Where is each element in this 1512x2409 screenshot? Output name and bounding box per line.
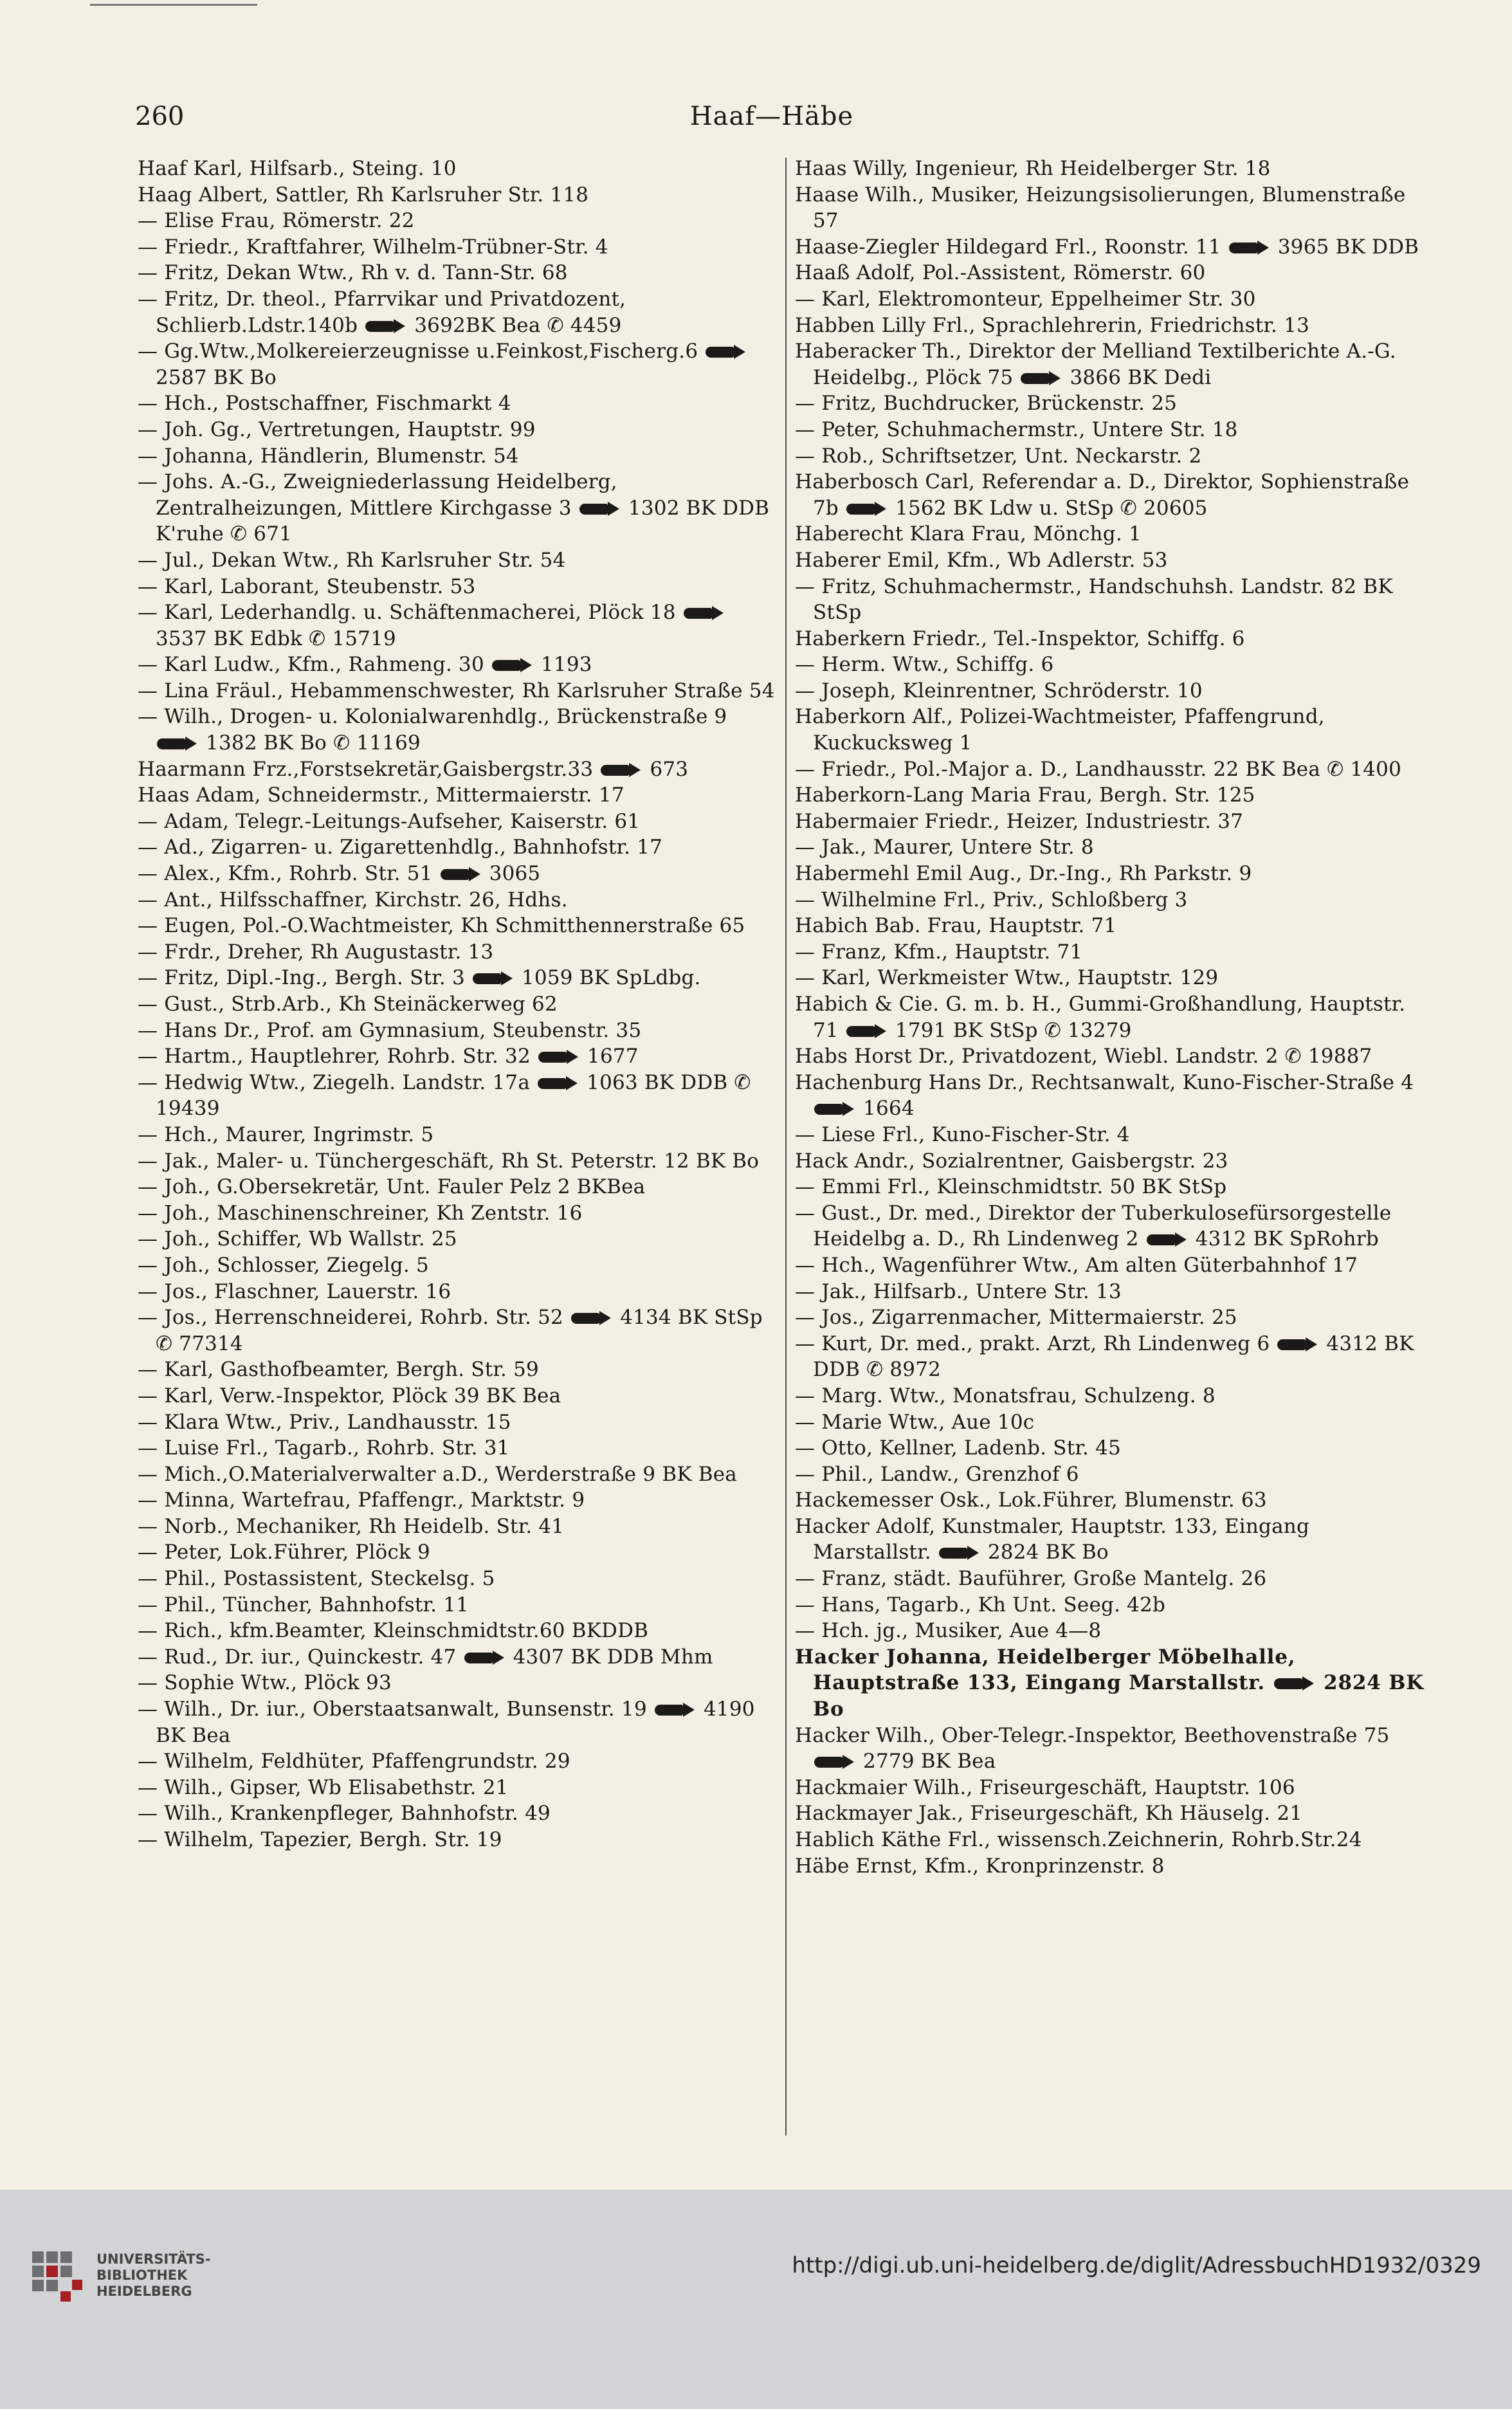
telephone-icon [1274, 1676, 1314, 1690]
directory-entry: Haag Albert, Sattler, Rh Karlsruher Str. 118 [138, 183, 589, 206]
directory-entry: — Gust., Dr. med., Direktor der Tuberkulosefürsorgestelle Heidelbg a. D., Rh Lindenweg 2 4312 BK SpRohrb [795, 1201, 1392, 1251]
directory-entry: Haas Adam, Schneidermstr., Mittermaierstr. 17 [138, 783, 624, 807]
page-header [135, 102, 1408, 143]
directory-entry: Hacker Johanna, Heidelberger Möbelhalle, Hauptstraße 133, Eingang Marstallstr. 2824 BK Bo [795, 1645, 1424, 1721]
telephone-icon [441, 867, 480, 881]
directory-entry: Habermehl Emil Aug., Dr.-Ing., Rh Parkstr. 9 [795, 862, 1252, 886]
directory-entry: — Rich., kfm.Beamter, Kleinschmidtstr.60 BKDDB [138, 1619, 649, 1643]
directory-entry: — Johs. A.-G., Zweigniederlassung Heidelberg, Zentralheizungen, Mittlere Kirchgasse 3 1302 BK DDB K'ruhe ✆ 671 [138, 470, 770, 546]
directory-entry: Haberbosch Carl, Referendar a. D., Direktor, Sophienstraße 7b 1562 BK Ldw u. StSp ✆ 20605 [795, 470, 1410, 520]
directory-entry: — Kurt, Dr. med., prakt. Arzt, Rh Lindenweg 6 4312 BK DDB ✆ 8972 [795, 1332, 1414, 1382]
telephone-icon [538, 1050, 578, 1064]
library-logo-icon [30, 2249, 85, 2304]
directory-entry: — Ant., Hilfsschaffner, Kirchstr. 26, Hdhs. [138, 888, 568, 911]
directory-entry: — Hans, Tagarb., Kh Unt. Seeg. 42b [795, 1593, 1166, 1617]
directory-entry: — Otto, Kellner, Ladenb. Str. 45 [795, 1436, 1121, 1460]
directory-entry: — Karl Ludw., Kfm., Rahmeng. 30 1193 [138, 653, 592, 677]
directory-entry: — Wilhelmine Frl., Priv., Schloßberg 3 [795, 888, 1188, 911]
directory-entry: — Peter, Schuhmachermstr., Untere Str. 18 [795, 417, 1238, 441]
directory-entry: Haberecht Klara Frau, Mönchg. 1 [795, 522, 1142, 546]
directory-entry: Habs Horst Dr., Privatdozent, Wiebl. Landstr. 2 ✆ 19887 [795, 1045, 1372, 1068]
directory-entry: — Karl, Laborant, Steubenstr. 53 [138, 574, 476, 598]
directory-entry: — Hedwig Wtw., Ziegelh. Landstr. 17a 1063 BK DDB ✆ 19439 [138, 1070, 751, 1121]
directory-entry: — Jos., Zigarrenmacher, Mittermaierstr. 25 [795, 1306, 1237, 1330]
column-divider [785, 158, 787, 2136]
directory-entry: — Hch., Postschaffner, Fischmarkt 4 [138, 392, 511, 416]
directory-entry: — Phil., Tüncher, Bahnhofstr. 11 [138, 1593, 469, 1617]
directory-entry: — Phil., Landw., Grenzhof 6 [795, 1462, 1079, 1486]
telephone-icon [473, 971, 513, 985]
directory-entry: Haberer Emil, Kfm., Wb Adlerstr. 53 [795, 548, 1168, 572]
directory-entry: Haarmann Frz.,Forstsekretär,Gaisbergstr.33 673 [138, 757, 689, 781]
directory-entry: — Hartm., Hauptlehrer, Rohrb. Str. 32 1677 [138, 1045, 639, 1068]
directory-entry: Haberkern Friedr., Tel.-Inspektor, Schiffg. 6 [795, 627, 1245, 650]
directory-entry: — Peter, Lok.Führer, Plöck 9 [138, 1541, 430, 1564]
directory-entry: Habben Lilly Frl., Sprachlehrerin, Friedrichstr. 13 [795, 313, 1310, 337]
directory-entry: — Rud., Dr. iur., Quinckestr. 47 4307 BK DDB Mhm [138, 1645, 713, 1669]
telephone-icon [846, 1024, 886, 1038]
directory-entry: — Adam, Telegr.-Leitungs-Aufseher, Kaiserstr. 61 [138, 809, 641, 833]
running-head: Haaf—Häbe [689, 102, 854, 131]
directory-entry: — Wilh., Krankenpfleger, Bahnhofstr. 49 [138, 1802, 551, 1826]
directory-entry: — Wilh., Gipser, Wb Elisabethstr. 21 [138, 1775, 509, 1799]
directory-entry: Hackmayer Jak., Friseurgeschäft, Kh Häuselg. 21 [795, 1802, 1303, 1826]
directory-entry: — Rob., Schriftsetzer, Unt. Neckarstr. 2 [795, 444, 1202, 468]
telephone-icon [579, 502, 619, 516]
directory-entry: Haberacker Th., Direktor der Melliand Textilberichte A.-G. Heidelbg., Plöck 75 3866 BK Dedi [795, 340, 1396, 389]
right-column [795, 156, 1432, 2143]
directory-entry: — Hans Dr., Prof. am Gymnasium, Steubenstr. 35 [138, 1018, 642, 1042]
telephone-icon [571, 1311, 611, 1325]
directory-entry: Hacker Adolf, Kunstmaler, Hauptstr. 133, Eingang Marstallstr. 2824 BK Bo [795, 1514, 1309, 1564]
directory-entry: Hack Andr., Sozialrentner, Gaisbergstr. 23 [795, 1149, 1228, 1173]
directory-entry: — Fritz, Dekan Wtw., Rh v. d. Tann-Str. 68 [138, 261, 568, 285]
directory-entry: — Phil., Postassistent, Steckelsg. 5 [138, 1567, 495, 1591]
telephone-icon [846, 502, 886, 516]
directory-entry: Haberkorn-Lang Maria Frau, Bergh. Str. 125 [795, 783, 1255, 807]
telephone-icon [464, 1651, 504, 1665]
telephone-icon [492, 658, 532, 672]
directory-entry: — Franz, städt. Bauführer, Große Mantelg. 26 [795, 1567, 1267, 1591]
institution-name: UNIVERSITÄTS- BIBLIOTHEK HEIDELBERG [96, 2251, 211, 2299]
directory-entry: — Herm. Wtw., Schiffg. 6 [795, 653, 1054, 677]
directory-entry: — Franz, Kfm., Hauptstr. 71 [795, 940, 1083, 964]
directory-entry: — Johanna, Händlerin, Blumenstr. 54 [138, 444, 519, 468]
directory-entry: Habermaier Friedr., Heizer, Industriestr. 37 [795, 809, 1244, 833]
directory-entry: — Friedr., Pol.-Major a. D., Landhausstr. 22 BK Bea ✆ 1400 [795, 757, 1402, 781]
scan-edge-mark [90, 4, 257, 6]
telephone-icon [1229, 241, 1269, 255]
source-url-link[interactable]: http://digi.ub.uni-heidelberg.de/diglit/AdressbuchHD1932/0329 [792, 2253, 1481, 2278]
directory-entry: — Norb., Mechaniker, Rh Heidelb. Str. 41 [138, 1514, 565, 1538]
directory-entry: — Gg.Wtw.,Molkereierzeugnisse u.Feinkost,Fischerg.6 2587 BK Bo [138, 338, 776, 390]
directory-entry: — Karl, Lederhandlg. u. Schäftenmacherei, Plöck 18 3537 BK Edbk ✆ 15719 [138, 600, 776, 652]
directory-entry: — Fritz, Buchdrucker, Brückenstr. 25 [795, 392, 1178, 416]
directory-entry: — Hch., Wagenführer Wtw., Am alten Güterbahnhof 17 [795, 1253, 1358, 1277]
directory-entry: Hackmaier Wilh., Friseurgeschäft, Hauptstr. 106 [795, 1775, 1295, 1799]
telephone-icon [601, 763, 641, 777]
directory-entry: — Hch. jg., Musiker, Aue 4—8 [795, 1619, 1102, 1643]
directory-entry: — Eugen, Pol.-O.Wachtmeister, Kh Schmitthennerstraße 65 [138, 914, 745, 938]
telephone-icon [365, 319, 405, 333]
directory-entry: — Jak., Hilfsarb., Untere Str. 13 [795, 1279, 1122, 1303]
page-number: 260 [135, 102, 185, 131]
left-column [138, 156, 776, 2143]
directory-entry: — Karl, Verw.-Inspektor, Plöck 39 BK Bea [138, 1384, 561, 1407]
directory-entry: — Fritz, Dipl.-Ing., Bergh. Str. 3 1059 BK SpLdbg. [138, 966, 701, 990]
telephone-icon [538, 1076, 578, 1090]
directory-entry: — Marie Wtw., Aue 10c [795, 1410, 1035, 1434]
directory-entry: — Jak., Maurer, Untere Str. 8 [795, 836, 1094, 859]
directory-entry: Haaf Karl, Hilfsarb., Steing. 10 [138, 157, 457, 180]
directory-entry: — Frdr., Dreher, Rh Augustastr. 13 [138, 940, 494, 964]
directory-entry: Hablich Käthe Frl., wissensch.Zeichnerin, Rohrb.Str.24 [795, 1828, 1362, 1851]
directory-entry: Habich & Cie. G. m. b. H., Gummi-Großhandlung, Hauptstr. 71 1791 BK StSp ✆ 13279 [795, 993, 1406, 1042]
directory-entry: — Karl, Elektromonteur, Eppelheimer Str. 30 [795, 287, 1256, 311]
directory-entry: — Joh. Gg., Vertretungen, Hauptstr. 99 [138, 417, 536, 441]
directory-entry: — Friedr., Kraftfahrer, Wilhelm-Trübner-Str. 4 [138, 235, 608, 259]
directory-entry: — Lina Fräul., Hebammenschwester, Rh Karlsruher Straße 54 [138, 679, 775, 702]
directory-entry: — Jos., Flaschner, Lauerstr. 16 [138, 1279, 451, 1303]
directory-entry: — Joh., Maschinenschreiner, Kh Zentstr. 16 [138, 1201, 583, 1225]
directory-entry: — Elise Frau, Römerstr. 22 [138, 209, 415, 233]
directory-entry: — Fritz, Dr. theol., Pfarrvikar und Privatdozent, Schlierb.Ldstr.140b 3692BK Bea ✆ 4459 [138, 287, 626, 337]
directory-entry: — Marg. Wtw., Monatsfrau, Schulzeng. 8 [795, 1384, 1216, 1407]
footer-bar [0, 2190, 1512, 2409]
directory-entry: — Wilhelm, Feldhüter, Pfaffengrundstr. 29 [138, 1750, 570, 1773]
directory-entry: Häbe Ernst, Kfm., Kronprinzenstr. 8 [795, 1854, 1165, 1878]
directory-entry: Hacker Wilh., Ober-Telegr.-Inspektor, Beethovenstraße 75 2779 BK Bea [795, 1723, 1390, 1773]
directory-entry: — Sophie Wtw., Plöck 93 [138, 1671, 392, 1695]
directory-entry: — Karl, Werkmeister Wtw., Hauptstr. 129 [795, 966, 1219, 990]
directory-entry: — Joh., Schlosser, Ziegelg. 5 [138, 1253, 429, 1277]
telephone-icon [939, 1546, 979, 1560]
directory-entry: — Wilh., Dr. iur., Oberstaatsanwalt, Bunsenstr. 19 4190 BK Bea [138, 1698, 755, 1747]
directory-entry: Haas Willy, Ingenieur, Rh Heidelberger Str. 18 [795, 157, 1271, 180]
directory-entry: — Liese Frl., Kuno-Fischer-Str. 4 [795, 1122, 1130, 1146]
directory-entry: — Wilhelm, Tapezier, Bergh. Str. 19 [138, 1828, 502, 1851]
directory-entry: — Emmi Frl., Kleinschmidtstr. 50 BK StSp [795, 1175, 1227, 1199]
directory-entry: — Mich.,O.Materialverwalter a.D., Werderstraße 9 BK Bea [138, 1462, 737, 1486]
directory-entry: Hackemesser Osk., Lok.Führer, Blumenstr. 63 [795, 1488, 1267, 1512]
directory-entry: — Jak., Maler- u. Tünchergeschäft, Rh St. Peterstr. 12 BK Bo [138, 1149, 760, 1173]
directory-entry: Haaß Adolf, Pol.-Assistent, Römerstr. 60 [795, 261, 1206, 285]
directory-entry: — Karl, Gasthofbeamter, Bergh. Str. 59 [138, 1358, 539, 1382]
directory-entry: Haase Wilh., Musiker, Heizungsisolierungen, Blumenstraße 57 [795, 183, 1406, 233]
directory-entry: — Jul., Dekan Wtw., Rh Karlsruher Str. 54 [138, 548, 566, 572]
telephone-icon [1147, 1232, 1187, 1247]
telephone-icon [1277, 1337, 1317, 1351]
telephone-icon [814, 1755, 854, 1769]
directory-entry: Haberkorn Alf., Polizei-Wachtmeister, Pfaffengrund, Kuckucksweg 1 [795, 705, 1325, 755]
telephone-icon [814, 1102, 854, 1116]
directory-entry: — Jos., Herrenschneiderei, Rohrb. Str. 52 4134 BK StSp ✆ 77314 [138, 1306, 763, 1355]
telephone-icon [684, 606, 724, 620]
directory-entry: — Ad., Zigarren- u. Zigarettenhdlg., Bahnhofstr. 17 [138, 836, 663, 859]
directory-entry: — Klara Wtw., Priv., Landhausstr. 15 [138, 1410, 511, 1434]
directory-entry: — Joh., Schiffer, Wb Wallstr. 25 [138, 1227, 457, 1251]
directory-entry: Habich Bab. Frau, Hauptstr. 71 [795, 914, 1117, 938]
directory-entry: — Hch., Maurer, Ingrimstr. 5 [138, 1122, 434, 1146]
directory-entry: Haase-Ziegler Hildegard Frl., Roonstr. 11 3965 BK DDB [795, 235, 1419, 259]
directory-entry: — Minna, Wartefrau, Pfaffengr., Marktstr. 9 [138, 1488, 585, 1512]
telephone-icon [655, 1703, 695, 1717]
directory-entry: — Gust., Strb.Arb., Kh Steinäckerweg 62 [138, 993, 558, 1016]
directory-entry: — Luise Frl., Tagarb., Rohrb. Str. 31 [138, 1436, 510, 1460]
directory-entry: — Joh., G.Obersekretär, Unt. Fauler Pelz 2 BKBea [138, 1175, 646, 1199]
directory-entry: — Joseph, Kleinrentner, Schröderstr. 10 [795, 679, 1203, 702]
directory-entry: Hachenburg Hans Dr., Rechtsanwalt, Kuno-Fischer-Straße 4 1664 [795, 1070, 1414, 1121]
telephone-icon [157, 737, 197, 751]
directory-entry: — Alex., Kfm., Rohrb. Str. 51 3065 [138, 862, 541, 886]
telephone-icon [706, 345, 745, 359]
directory-entry: — Wilh., Drogen- u. Kolonialwarenhdlg., Brückenstraße 9 1382 BK Bo ✆ 11169 [138, 705, 727, 755]
directory-entry: — Fritz, Schuhmachermstr., Handschuhsh. Landstr. 82 BK StSp [795, 574, 1393, 625]
telephone-icon [1021, 371, 1061, 385]
